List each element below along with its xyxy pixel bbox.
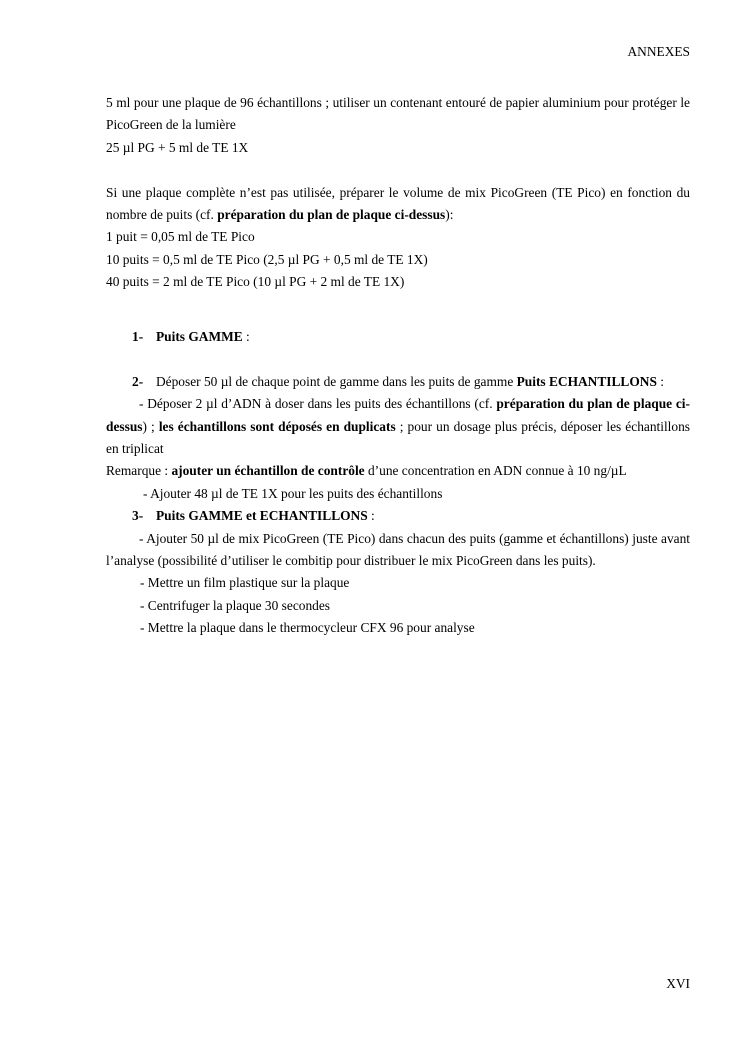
final-step: - Centrifuger la plaque 30 secondes: [140, 597, 331, 613]
step-2: 2- Déposer 50 µl de chaque point de gamme dans les puits de gamme Puits ECHANTILLONS :: [106, 371, 690, 393]
page-number: XVI: [666, 976, 690, 991]
remark: Remarque : ajouter un échantillon de contrôle d’une concentration en ADN connue à 10 ng/µL: [106, 463, 627, 479]
final-step: - Mettre un film plastique sur la plaque: [140, 575, 350, 591]
step-number: 1-: [132, 329, 144, 345]
add-te-instruction: - Ajouter 48 µl de TE 1X pour les puits des échantillons: [143, 485, 443, 501]
partial-plate-paragraph: Si une plaque complète n’est pas utilisée, préparer le volume de mix PicoGreen (TE Pico) en fonction du nombre de puits (cf. préparation du plan de plaque ci-dessus):: [106, 184, 690, 223]
step-title: Puits GAMME: [156, 329, 243, 345]
step-title: Puits GAMME et ECHANTILLONS: [156, 508, 368, 524]
final-step: - Mettre la plaque dans le thermocycleur CFX 96 pour analyse: [140, 620, 475, 636]
page-body: [106, 92, 690, 640]
mix-instruction: - Ajouter 50 µl de mix PicoGreen (TE Pico) dans chacun des puits (gamme et échantillons) juste avant l’analyse (possibilité d’utiliser le combitip pour distribuer le mix PicoGreen dans les puits).: [106, 530, 690, 569]
intro-formula: 25 µl PG + 5 ml de TE 1X: [106, 139, 249, 155]
volume-line: 40 puits = 2 ml de TE Pico (10 µl PG + 2 ml de TE 1X): [106, 274, 405, 290]
step-number: 2-: [132, 373, 144, 389]
control-sample-note: ajouter un échantillon de contrôle: [171, 463, 365, 479]
step-title: Puits ECHANTILLONS: [516, 373, 657, 389]
step-1: 1- Puits GAMME :: [106, 326, 690, 348]
volume-line: 10 puits = 0,5 ml de TE Pico (2,5 µl PG + 0,5 ml de TE 1X): [106, 251, 428, 267]
intro-paragraph: 5 ml pour une plaque de 96 échantillons ; utiliser un contenant entouré de papier aluminium pour protéger le PicoGreen de la lumière: [106, 95, 690, 133]
page-header: ANNEXES: [627, 44, 690, 59]
duplicates-note: les échantillons sont déposés en duplicats: [158, 418, 396, 434]
volume-line: 1 puit = 0,05 ml de TE Pico: [106, 229, 255, 245]
plate-plan-reference: préparation du plan de plaque ci-dessus: [217, 207, 446, 223]
step-3: 3- Puits GAMME et ECHANTILLONS :: [106, 505, 690, 527]
deposit-instruction: - Déposer 2 µl d’ADN à doser dans les puits des échantillons (cf. préparation du plan de plaque ci-dessus) ; les échantillons sont déposés en duplicats ; pour un dosage plus précis, déposer les échantillons en triplicat: [106, 396, 691, 457]
step-number: 3-: [132, 508, 144, 524]
